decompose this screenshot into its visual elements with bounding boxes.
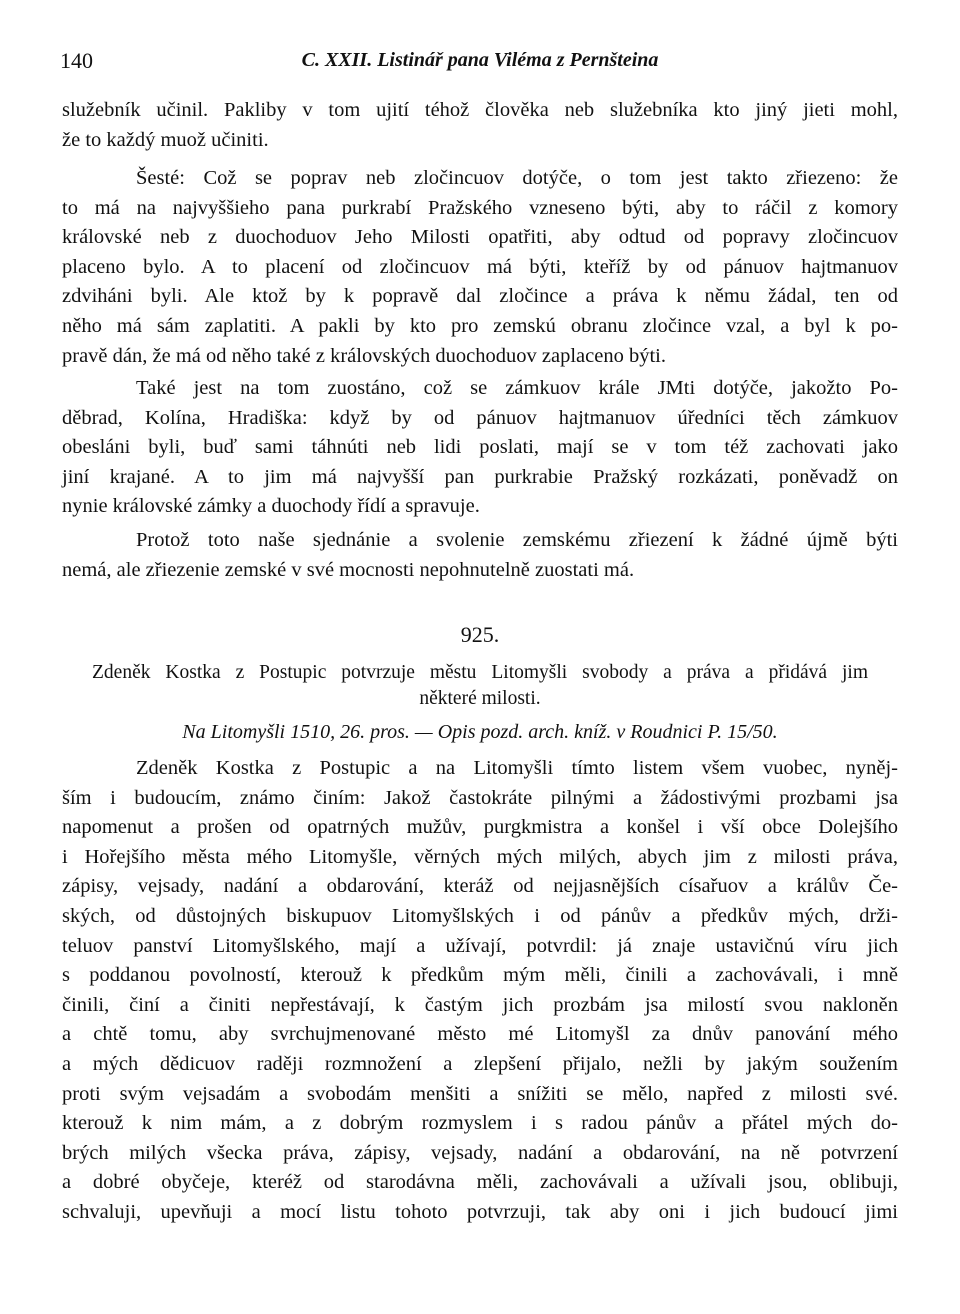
paragraph-zamky (62, 374, 898, 522)
text-line: pravě dán, že má od něho také z královských duochoduov zaplaceno býti. (62, 344, 666, 367)
text-line: Zdeněk Kostka z Postupic a na Litomyšli tímto listem všem vuobec, nyněj- (136, 757, 898, 779)
text-line: i Hořejšího města mého Litomyšle, věrných mých milých, abych jim z milosti práva, (62, 845, 898, 868)
text-line: teluov panství Litomyšlského, mají a užívají, potvrdil: já znaje ustavičnú víru jich (62, 934, 898, 957)
text-line: s poddanou povolností, kterouž k předkům mým měli, činili a zachovávali, i mně (62, 964, 898, 987)
text-line: kterouž k nim mám, a z dobrým rozmyslem i s radou pánův a přátel mých do- (62, 1112, 898, 1135)
text-line: schvaluji, upevňuji a mocí listu tohoto potvrzuji, tak aby oni i jich budoucí jimi (62, 1200, 898, 1223)
text-line: brých milých všecka práva, zápisy, vejsady, nadání a obdarování, na ně potvrzení (62, 1141, 898, 1164)
text-line: královské neb z duochoduov Jeho Milosti opatřiti, aby odtud od popravy zločincuov (62, 226, 898, 249)
text-line: zápisy, vejsady, nadání a obdarování, kteráž od nejjasnějších císařuov a králův Če- (62, 875, 898, 898)
text-line: Šesté: Což se poprav neb zločincuov dotýče, o tom jest takto zřiezeno: že (136, 167, 898, 189)
summary-line: některé milosti. (419, 688, 541, 709)
text-line: děbrad, Kolína, Hradiška: když by od pánuov hajtmanuov úředníci těch zámkuov (62, 406, 898, 429)
page-header (60, 46, 900, 76)
text-line: a chtě tomu, aby svrchujmenované město mé Litomyšl za dnův panování mého (62, 1023, 898, 1046)
text-line: obesláni byli, buď sami táhnúti neb lidi poslati, mají se v tom též zachovati jako (62, 436, 898, 459)
paragraph-protoz (62, 526, 898, 585)
running-title: C. XXII. Listinář pana Viléma z Pernšteina (301, 49, 659, 71)
text-line: jiní krajané. A to jim má najvyšší pan purkrabie Pražský rozkázati, poněvadž on (62, 465, 898, 488)
paragraph-seste (62, 164, 898, 371)
page-number: 140 (60, 48, 93, 73)
document-body (62, 754, 898, 1228)
text-line: že to každý muož učiniti. (62, 128, 269, 151)
text-line: a dobré obyčeje, kteréž od starodávna měli, zachovávali a užívali jsou, oblibuji, (62, 1171, 898, 1194)
text-line: to má na najvyššieho pana purkrabí Pražského vzneseno býti, aby to ráčil z komory (62, 196, 898, 219)
text-line: Také jest na tom zuostáno, což se zámkuov krále JMti dotýče, jakožto Po- (136, 377, 898, 399)
text-line: služebník učinil. Pakliby v tom ujití téhož člověka neb služebníka kto jiný jieti mohl, (62, 99, 898, 121)
document-summary (92, 660, 868, 712)
text-line: něho má sám zaplatiti. A pakli by kto pro zemskú obranu zločince vzal, a byl k po- (62, 314, 898, 337)
text-line: a mých dědicuov raději rozmnožení a zlepšení přijalo, nežli by jakým soužením (62, 1052, 898, 1075)
text-line: placeno bylo. A to placení od zločincuov má býti, kteříž by od pánuov hajtmanuov (62, 255, 898, 278)
text-line: zdviháni byli. Ale ktož by k popravě dal zločince a práva k němu žádal, ten od (62, 285, 898, 308)
continuation-paragraph (62, 96, 898, 155)
text-line: Protož toto naše sjednánie a svolenie zemskému zřiezení k žádné újmě býti (136, 529, 898, 551)
text-line: proti svým vejsadám a svobodám menšiti a snížiti se mělo, napřed z milosti své. (62, 1082, 898, 1105)
document-source: Na Litomyšli 1510, 26. pros. — Opis pozd. arch. kníž. v Roudnici P. 15/50. (182, 721, 778, 743)
summary-line: Zdeněk Kostka z Postupic potvrzuje městu Litomyšli svobody a práva a přidává jim (92, 662, 868, 683)
document-number: 925. (460, 622, 500, 647)
text-line: činili, činí a činiti nepřestávají, k častým jich prozbám jsa milostí svou nakloněn (62, 993, 898, 1016)
text-line: ských, od důstojných biskupuov Litomyšlských i od pánův a předkův mých, drži- (62, 904, 898, 927)
text-line: ším i budoucím, známo činím: Jakož častokráte pilnými a žádostivými prozbami jsa (62, 786, 898, 809)
text-line: nemá, ale zřiezenie zemské v své mocnosti nepohnutelně zuostati má. (62, 558, 635, 581)
text-line: nynie královské zámky a duochody řídí a spravuje. (62, 495, 480, 518)
text-line: napomenut a prošen od opatrných mužův, purgkmistra a konšel i vší obce Dolejšího (62, 816, 898, 839)
